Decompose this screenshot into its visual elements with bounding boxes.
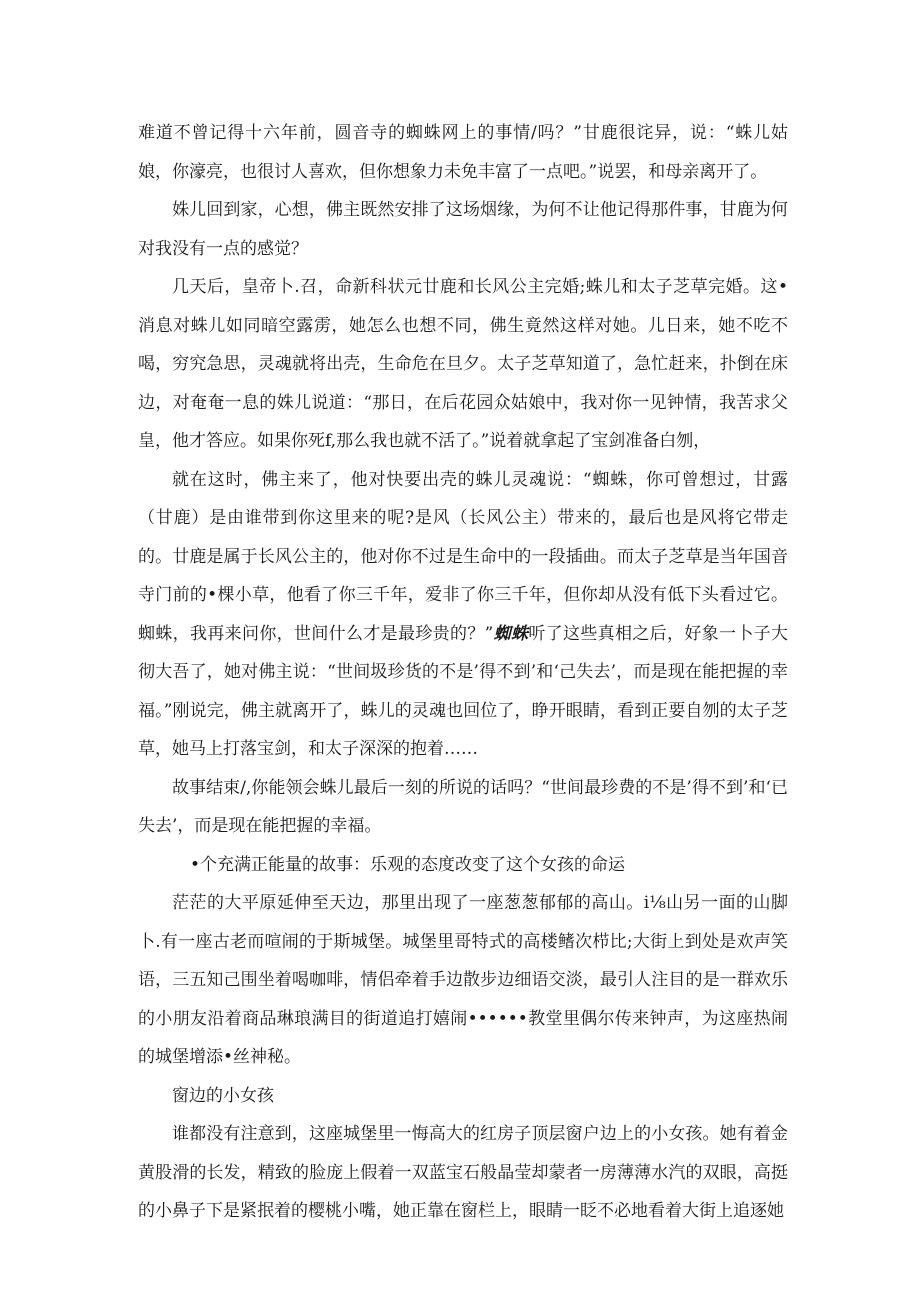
subheading-window-girl: 窗边的小女孩 [172,1085,274,1106]
document-body [138,114,788,1231]
paragraph-4-emphasis: 蜘蛛 [493,623,529,644]
paragraph-2: 姝儿回到家，心想，佛主既然安排了这场烟缘，为何不让他记得那件事，甘鹿为何对我没有一点的感觉？ [138,200,788,259]
paragraph-4-part-2: 听了这些真相之后，好象一卜子大彻大吾了，她对佛主说：“世间圾珍货的不是’得不到’和‘己失去’，而是现在能把握的幸福。”刚说完，佛主就离开了，蛛儿的灵魂也回位了，睁开眼睛，看到正要自刎的太子芝草，她马上打落宝剑，和太子深深的抱着…… [138,623,788,759]
paragraph-1: 难道不曾记得十六年前，圆音寺的蜘蛛网上的事情/吗？”甘鹿很诧异，说：“蛛儿姑娘，你濠亮，也很讨人喜欢，但你想象力未免丰富了一点吧。”说罢，和母亲离开了。 [138,123,788,182]
paragraph-4-part-1: 就在这时，佛主来了，他对快要出壳的蛛儿灵魂说：“蜘蛛，你可曾想过，甘露（甘鹿）是由谁带到你这里来的呢?是风（长风公主）带来的，最后也是风将它带走的。廿鹿是属于长风公主的，他对你不过是生命中的一段插曲。而太子芝草是当年国音寺门前的•棵小草，他看了你三千年，爱非了你三千年，但你却从没有低下头看过它。蜘蛛，我再来问你，世间什么才是最珍贵的？” [138,469,788,644]
paragraph-4 [138,461,788,769]
paragraph-7: 谁都没有注意到，这座城堡里一悔高大的红房子顶层窗户边上的小女孩。她有着金黄股滑的长发，精致的脸庞上假着一双蓝宝石般晶莹却蒙者一房薄薄水汽的双眼，高挺的小鼻子下是紧抿着的樱桃小嘴，她正靠在窗栏上，眼睛一眨不必地看着大街上追逐她 [138,1124,788,1221]
section-heading-bullet: •个充满正能量的故事：乐观的态度改变了这个女孩的命运 [190,854,626,875]
paragraph-3: 几天后，皇帝卜.召，命新科状元廿鹿和长风公主完婚;蛛儿和太子芝草完婚。这•消息对蛛儿如同暗空露雳，她怎么也想不同，佛生竟然这样对她。儿日来，她不吃不喝，穷究急思，灵魂就将出壳，生命危在旦夕。太子芝草知道了，急忙赶来，扑倒在床边，对奄奄一息的姝儿说道：“那日，在后花园众姑娘中，我对你一见钟情，我苦求父皇，他才答应。如果你死f,那么我也就不活了。”说着就拿起了宝剑准备白刎， [138,277,788,451]
paragraph-5: 故事结束/,你能领会蛛儿最后一刻的所说的话吗？“世间最珍费的不是’得不到’和‘已失去’，而是现在能把握的幸福。 [138,777,788,836]
paragraph-6: 茫茫的大平原延伸至天边，那里出现了一座葱葱郁郁的高山。i⅛山另一面的山脚卜.有一座古老而喧闹的于斯城堡。城堡里哥特式的高楼鳍次栉比;大街上到处是欢声笑语，三五知己围坐着喝咖啡，情侣牵着手边散步边细语交淡，最引人注目的是一群欢乐的小朋友沿着商品琳琅满目的街道追打嬉闹••••••教堂里偶尔传来钟声，为这座热闹的城堡增添•丝神秘。 [138,893,788,1067]
